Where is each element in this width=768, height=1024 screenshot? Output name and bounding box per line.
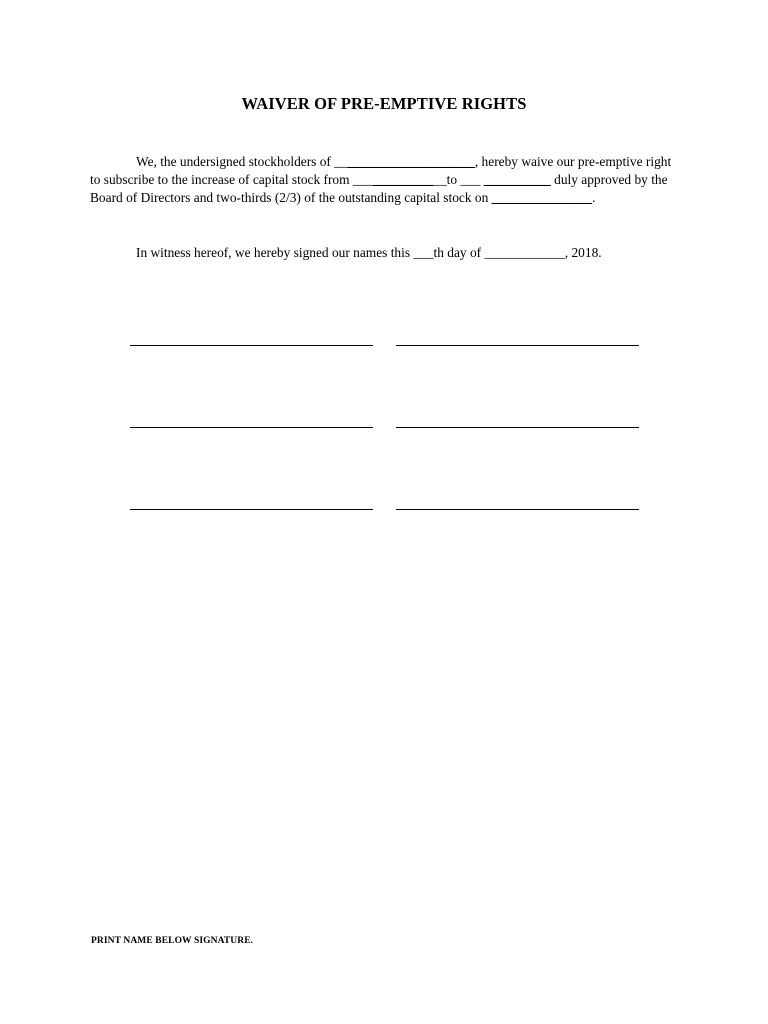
capital-from-blank[interactable]: _________ (372, 172, 434, 187)
capital-to-blank[interactable]: __________ (483, 172, 551, 187)
signature-line[interactable] (130, 427, 373, 428)
paragraph-text: Board of Directors and two-thirds (2/3) of the outstanding capital stock on (90, 190, 492, 205)
signature-line[interactable] (130, 509, 373, 510)
signature-line[interactable] (396, 427, 639, 428)
paragraph-text: We, the undersigned stockholders of __ (136, 154, 348, 169)
waiver-paragraph (90, 153, 680, 207)
document-title: WAIVER OF PRE-EMPTIVE RIGHTS (241, 94, 527, 113)
signature-line[interactable] (396, 509, 639, 510)
paragraph-text: __to ___ (433, 172, 484, 187)
signature-line[interactable] (130, 345, 373, 346)
paragraph-text: to subscribe to the increase of capital stock from ___ (90, 172, 373, 187)
paragraph-line-1 (90, 153, 680, 171)
paragraph-text: . (592, 190, 596, 205)
approval-date-blank[interactable]: _______________ (491, 190, 593, 205)
paragraph-text: , hereby waive our pre-emptive right (474, 154, 672, 169)
paragraph-text: duly approved by the (550, 172, 668, 187)
paragraph-line-2 (90, 171, 680, 189)
footer-instruction: PRINT NAME BELOW SIGNATURE. (91, 936, 254, 946)
company-name-blank[interactable]: ___________________ (347, 154, 475, 169)
signature-line[interactable] (396, 345, 639, 346)
paragraph-line-3 (90, 189, 680, 207)
witness-clause: In witness hereof, we hereby signed our names this ___th day of ____________, 2018. (136, 245, 602, 260)
